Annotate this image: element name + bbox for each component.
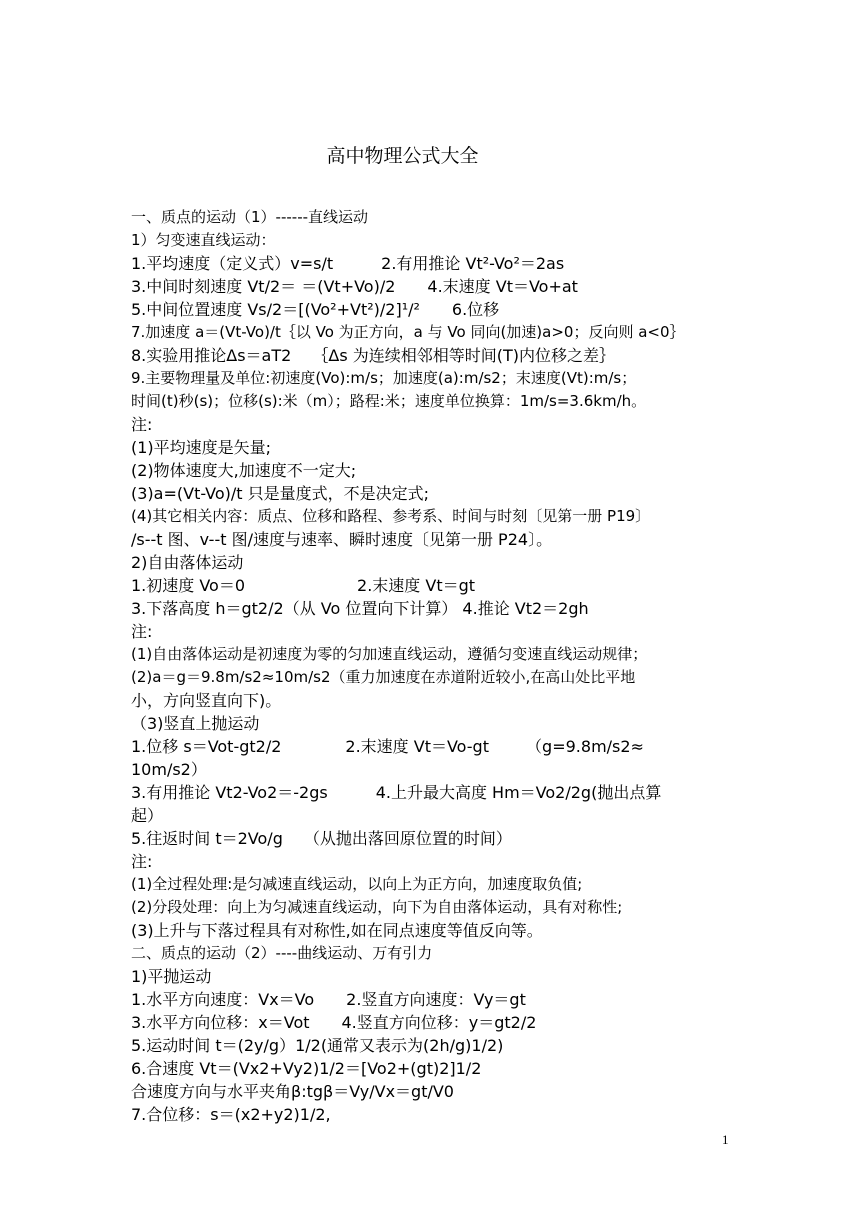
text-line: 注: xyxy=(131,415,153,434)
text-line: 1.水平方向速度：Vx＝Vo 2.竖直方向速度：Vy＝gt xyxy=(131,990,526,1009)
text-line: (2)物体速度大,加速度不一定大; xyxy=(131,461,357,480)
text-line: 6.合速度 Vt＝(Vx2+Vy2)1/2＝[Vo2+(gt)2]1/2 xyxy=(131,1059,482,1078)
text-line: 5.中间位置速度 Vs/2＝[(Vo²+Vt²)/2]¹/² 6.位移 xyxy=(131,300,500,319)
text-line: 1）匀变速直线运动： xyxy=(131,231,276,249)
text-line: 1.位移 s＝Vot-gt2/2 2.末速度 Vt＝Vo-gt （g=9.8m/s2≈ xyxy=(131,737,644,756)
document-body xyxy=(131,206,736,1126)
text-line: 时间(t)秒(s)；位移(s):米（m）；路程:米；速度单位换算：1m/s=3.6km/h。 xyxy=(131,392,647,410)
text-line: (1)平均速度是矢量; xyxy=(131,438,272,457)
text-line: 9.主要物理量及单位:初速度(Vo):m/s；加速度(a):m/s2；末速度(Vt):m/s； xyxy=(131,369,637,387)
text-line: 10m/s2） xyxy=(131,760,207,779)
text-line: (4)其它相关内容：质点、位移和路程、参考系、时间与时刻〔见第一册 P19〕 xyxy=(131,507,651,525)
text-line: 起） xyxy=(131,806,164,825)
text-line: （3)竖直上抛运动 xyxy=(131,714,260,733)
text-line: 5.运动时间 t＝(2y/g）1/2(通常又表示为(2h/g)1/2) xyxy=(131,1036,504,1055)
text-line: 1.平均速度（定义式）v=s/t 2.有用推论 Vt²-Vo²＝2as xyxy=(131,254,565,273)
text-line: /s--t 图、v--t 图/速度与速率、瞬时速度〔见第一册 P24〕。 xyxy=(131,530,553,549)
text-line: 3.水平方向位移：x＝Vot 4.竖直方向位移：y＝gt2/2 xyxy=(131,1013,537,1032)
text-line: 7.加速度 a＝(Vt-Vo)/t｛以 Vo 为正方向，a 与 Vo 同向(加速)a>0；反向则 a<0｝ xyxy=(131,323,685,341)
text-line: (3)上升与下落过程具有对称性,如在同点速度等值反向等。 xyxy=(131,921,543,940)
text-line: 小，方向竖直向下)。 xyxy=(131,691,282,710)
text-line: 3.中间时刻速度 Vt/2＝ ＝(Vt+Vo)/2 4.末速度 Vt＝Vo+at xyxy=(131,277,578,296)
text-line: (2)分段处理：向上为匀减速直线运动，向下为自由落体运动，具有对称性; xyxy=(131,898,623,916)
page-number: 1 xyxy=(722,1132,729,1147)
document-title: 高中物理公式大全 xyxy=(326,145,479,167)
text-line: 7.合位移：s＝(x2+y2)1/2, xyxy=(131,1105,331,1124)
text-line: 1)平抛运动 xyxy=(131,967,212,986)
text-line: 2)自由落体运动 xyxy=(131,553,244,572)
text-line: 3.有用推论 Vt2-Vo2＝-2gs 4.上升最大高度 Hm＝Vo2/2g(抛出点算 xyxy=(131,783,662,802)
text-line: 8.实验用推论Δs＝aT2 ｛Δs 为连续相邻相等时间(T)内位移之差｝ xyxy=(131,346,616,365)
text-line: 5.往返时间 t＝2Vo/g （从抛出落回原位置的时间） xyxy=(131,829,512,848)
text-line: (1)自由落体运动是初速度为零的匀加速直线运动，遵循匀变速直线运动规律； xyxy=(131,645,648,663)
section-heading: 二、质点的运动（2）----曲线运动、万有引力 xyxy=(131,944,433,962)
text-line: (1)全过程处理:是匀减速直线运动，以向上为正方向，加速度取负值; xyxy=(131,875,583,893)
text-line: 注: xyxy=(131,852,153,871)
text-line: 1.初速度 Vo＝0 2.末速度 Vt＝gt xyxy=(131,576,476,595)
section-heading: 一、质点的运动（1）------直线运动 xyxy=(131,208,369,226)
text-line: (2)a＝g＝9.8m/s2≈10m/s2（重力加速度在赤道附近较小,在高山处比平地 xyxy=(131,668,636,686)
text-line: (3)a=(Vt-Vo)/t 只是量度式，不是决定式; xyxy=(131,484,430,503)
text-line: 注: xyxy=(131,622,153,641)
text-line: 3.下落高度 h＝gt2/2（从 Vo 位置向下计算） 4.推论 Vt2＝2gh xyxy=(131,599,589,618)
text-line: 合速度方向与水平夹角β:tgβ＝Vy/Vx＝gt/V0 xyxy=(131,1082,454,1101)
